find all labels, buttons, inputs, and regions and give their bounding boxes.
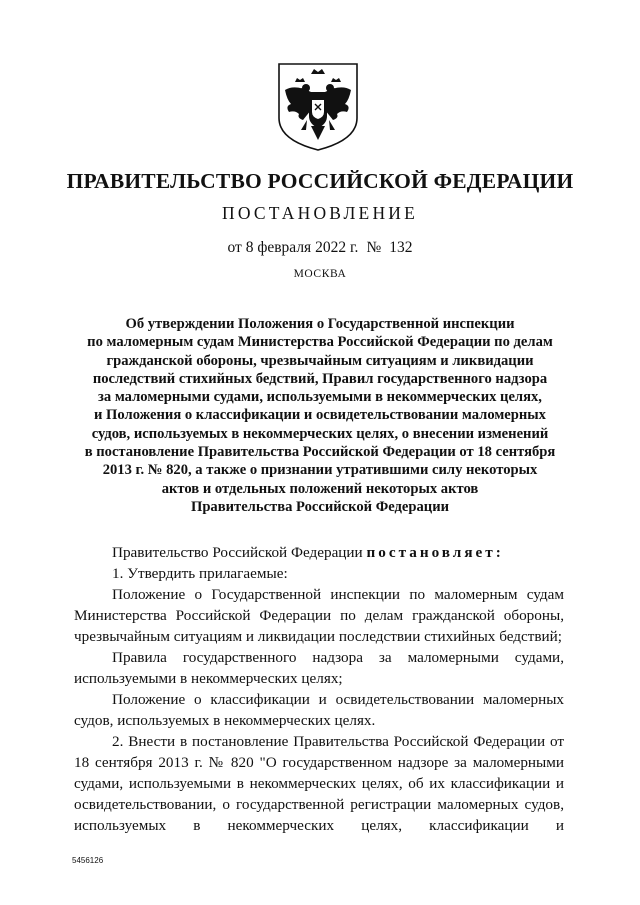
heading-line: за маломерными судами, используемыми в некоммерческих целях, xyxy=(98,389,542,406)
paragraph-4: Положение о классификации и освидетельствовании маломерных судов, используемых в некоммерческих целях. xyxy=(74,691,564,729)
document-code: 5456126 xyxy=(72,856,104,865)
heading-line: 2013 г. № 820, а также о признании утратившими силу некоторых xyxy=(102,462,538,479)
city-name: МОСКВА xyxy=(293,268,347,280)
decree-body xyxy=(74,542,564,836)
heading-line: в постановление Правительства Российской Федерации от 18 сентября xyxy=(84,444,556,461)
decree-date: от 8 февраля 2022 г. xyxy=(227,239,359,256)
heading-line: актов и отдельных положений некоторых актов xyxy=(161,480,479,497)
heading-line: гражданской обороны, чрезвычайным ситуациям и ликвидации xyxy=(106,352,534,369)
paragraph-1: 1. Утвердить прилагаемые: xyxy=(112,565,288,582)
heading-line: судов, используемых в некоммерческих целях, о внесении изменений xyxy=(91,425,549,442)
decree-heading xyxy=(70,315,570,516)
decree-dateline xyxy=(0,239,640,257)
heading-line: Об утверждении Положения о Государственной инспекции xyxy=(125,316,515,332)
intro-paragraph xyxy=(74,542,564,563)
coat-of-arms-emblem xyxy=(273,60,363,152)
government-title: ПРАВИТЕЛЬСТВО РОССИЙСКОЙ ФЕДЕРАЦИИ xyxy=(66,169,574,193)
document-type: ПОСТАНОВЛЕНИЕ xyxy=(221,203,419,223)
heading-line: и Положения о классификации и освидетельствовании маломерных xyxy=(94,407,546,424)
double-headed-eagle-icon xyxy=(273,60,363,152)
intro-prefix: Правительство Российской Федерации xyxy=(112,544,363,561)
paragraph-5: 2. Внести в постановление Правительства Российской Федерации от 18 сентября 2013 г. № 820 "О государственном надзоре за маломерными судами, используемыми в некоммерческих целях, об их классификации и освидетельствовании, о государственной регистрации маломерных судов, используемых в некоммерческих целях, классификации и xyxy=(74,733,564,834)
decree-number: 132 xyxy=(389,239,413,256)
paragraph-2: Положение о Государственной инспекции по маломерным судам Министерства Российской Федерации по делам гражданской обороны, чрезвычайным ситуациям и ликвидации последствии стихийных бедствий; xyxy=(74,586,564,645)
heading-line: по маломерным судам Министерства Российской Федерации по делам xyxy=(87,334,553,351)
paragraph-3: Правила государственного надзора за маломерными судами, используемыми в некоммерческих целях; xyxy=(74,649,564,687)
heading-line: последствий стихийных бедствий, Правил государственного надзора xyxy=(92,370,548,387)
heading-line: Правительства Российской Федерации xyxy=(190,498,450,515)
intro-resolves: постановляет: xyxy=(366,544,504,561)
number-sign: № xyxy=(366,239,382,256)
